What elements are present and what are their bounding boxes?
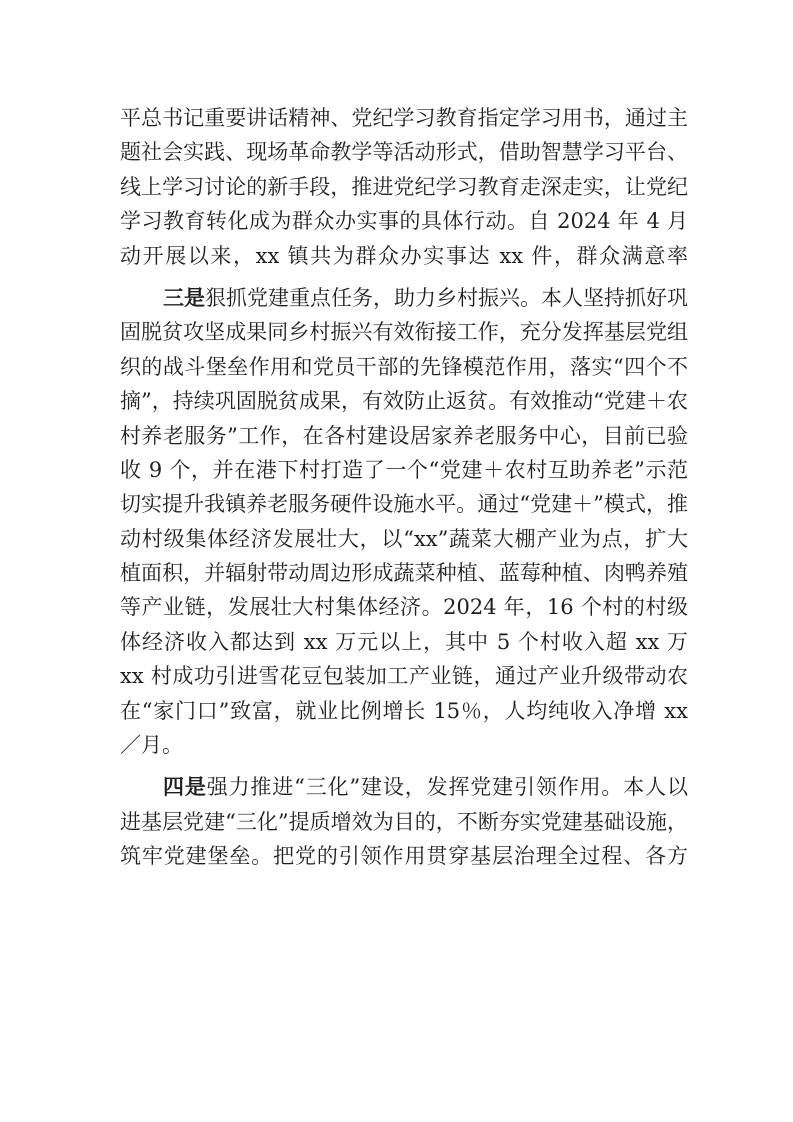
paragraph-first-line-text: 强力推进“三化”建设，发挥党建引领作用。本人以 (206, 775, 688, 800)
text-line: 摘”，持续巩固脱贫成果，有效防止返贫。有效推动“党建＋农 (120, 389, 688, 414)
text-line: 在“家门口”致富，就业比例增长 15％，人均纯收入净增 xx (120, 698, 688, 723)
text-line: 织的战斗堡垒作用和党员干部的先锋模范作用，落实“四个不 (120, 354, 688, 379)
text-line: 进基层党建“三化”提质增效为目的，不断夯实党建基础设施， (120, 809, 688, 834)
text-line: 平总书记重要讲话精神、党纪学习教育指定学习用书，通过主 (120, 106, 688, 130)
text-line-last: ／月。 (120, 733, 183, 758)
text-line: 植面积，并辐射带动周边形成蔬菜种植、蓝莓种植、肉鸭养殖 (120, 561, 688, 586)
text-line: 题社会实践、现场革命教学等活动形式，借助智慧学习平台、 (120, 140, 688, 165)
paragraph-lead: 四是 (163, 774, 207, 800)
text-line: 筑牢党建堡垒。把党的引领作用贯穿基层治理全过程、各方 (120, 844, 688, 869)
text-line: 线上学习讨论的新手段，推进党纪学习教育走深走实，让党纪 (120, 174, 688, 199)
text-line-first (120, 770, 688, 804)
text-line: 收 9 个，并在港下村打造了一个“党建＋农村互助养老”示范 (120, 457, 688, 482)
text-line: 村养老服务”工作，在各村建设居家养老服务中心，目前已验 (120, 423, 688, 448)
text-line: 体经济收入都达到 xx 万元以上，其中 5 个村收入超 xx 万 (120, 629, 688, 654)
paragraph-1 (120, 101, 688, 273)
text-line-first (120, 281, 688, 315)
text-line: 等产业链，发展壮大村集体经济。2024 年，16 个村的村级 (120, 595, 688, 620)
text-line: 固脱贫攻坚成果同乡村振兴有效衔接工作，充分发挥基层党组 (120, 320, 688, 345)
document-body (120, 101, 688, 874)
text-line: xx 村成功引进雪花豆包装加工产业链，通过产业升级带动农 (120, 664, 688, 689)
text-line: 学习教育转化成为群众办实事的具体行动。自 2024 年 4 月 (120, 209, 688, 234)
text-line: 动开展以来，xx 镇共为群众办实事达 xx 件，群众满意率 (120, 243, 688, 268)
paragraph-3 (120, 770, 688, 873)
paragraph-first-line-text: 狠抓党建重点任务，助力乡村振兴。本人坚持抓好巩 (205, 285, 688, 310)
text-line: 动村级集体经济发展壮大，以“xx”蔬菜大棚产业为点，扩大 (120, 526, 688, 551)
paragraph-2 (120, 281, 688, 762)
text-line: 切实提升我镇养老服务硬件设施水平。通过“党建＋”模式，推 (120, 492, 688, 517)
paragraph-lead: 三是 (163, 284, 205, 310)
